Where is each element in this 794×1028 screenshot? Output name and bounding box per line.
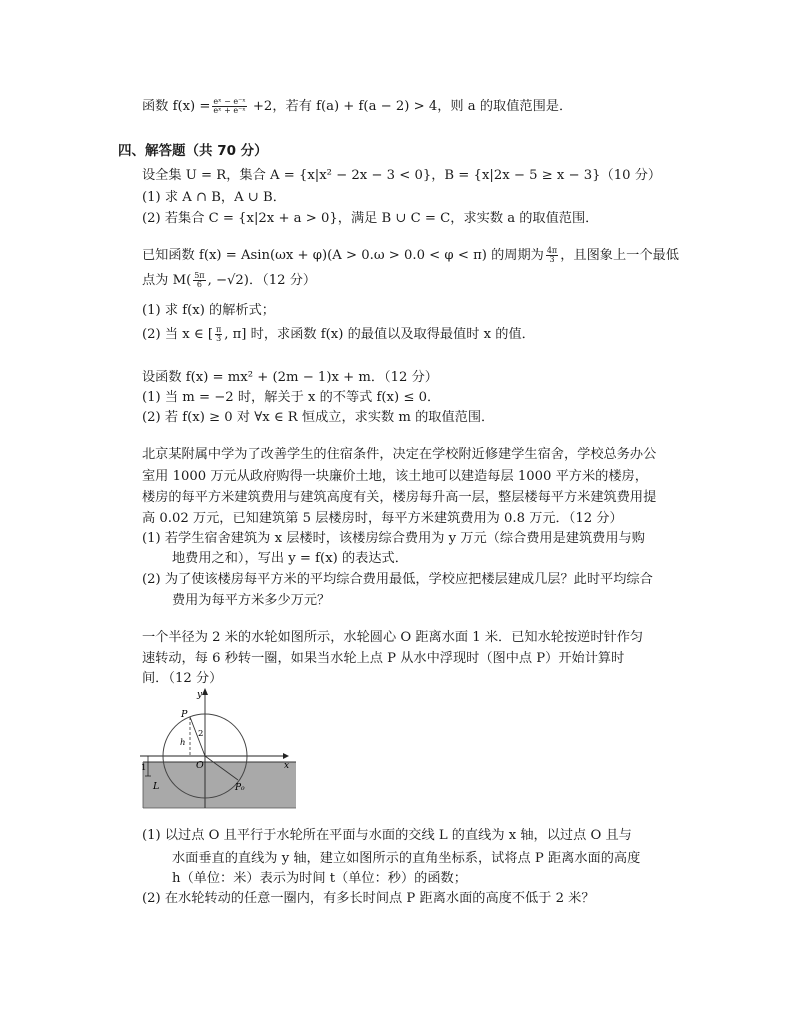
q4-line3: 楼房的每平方米建筑费用与建筑高度有关，楼房每升高一层，整层楼每平方米建筑费用提 <box>142 490 657 505</box>
q2-part2-pre: (2) 当 x ∈ [ <box>142 327 213 342</box>
top-pre: 函数 f(x) = <box>142 99 211 114</box>
q4-part1-line1: (1) 若学生宿舍建筑为 x 层楼时，该楼房综合费用为 y 万元（综合费用是建筑费用与购 <box>142 531 645 546</box>
q2-period-den: 3 <box>549 255 555 264</box>
q3-part2: (2) 若 f(x) ≥ 0 对 ∀x ∈ R 恒成立，求实数 m 的取值范围． <box>142 410 495 425</box>
q5-part1-line2: 水面垂直的直线为 y 轴，建立如图所示的直角坐标系，试将点 P 距离水面的高度 <box>172 851 641 866</box>
fill-blank-question <box>142 98 572 116</box>
top-fraction-den: eˣ + e⁻ˣ <box>213 106 246 115</box>
q3-part1: (1) 当 m = −2 时，解关于 x 的不等式 f(x) ≤ 0． <box>142 390 441 405</box>
y-axis-arrow <box>202 688 208 695</box>
q1-part1: (1) 求 A ∩ B，A ∪ B． <box>142 190 286 205</box>
x-axis-arrow <box>283 753 289 759</box>
q5-part2: (2) 在水轮转动的任意一圈内，有多长时间点 P 距离水面的高度不低于 2 米？ <box>142 891 595 906</box>
q3-stem: 设函数 f(x) = mx² + (2m − 1)x + m．（12 分） <box>142 370 438 385</box>
q5-line2: 速转动，每 6 秒转一圈，如果当水轮上点 P 从水中浮现时（图中点 P）开始计算时 <box>142 651 625 666</box>
top-post: +2，若有 f(a) + f(a − 2) > 4，则 a 的取值范围是． <box>248 99 573 114</box>
q4-line1: 北京某附属中学为了改善学生的住宿条件，决定在学校附近修建学生宿舍，学校总务办公 <box>142 447 657 462</box>
q2-part2-post: , π] 时，求函数 f(x) 的最值以及取得最值时 x 的值． <box>224 327 535 342</box>
q2-part1: (1) 求 f(x) 的解析式； <box>142 303 275 318</box>
q2-period-num: 4π <box>546 246 558 255</box>
label-two: 2 <box>198 729 204 739</box>
q4-part2-line2: 费用为每平方米多少万元？ <box>172 593 331 608</box>
label-O: O <box>196 760 204 771</box>
q4-part1-line2: 地费用之和），写出 y = f(x) 的表达式． <box>172 551 408 566</box>
top-fraction-num: eˣ − e⁻ˣ <box>213 97 246 106</box>
q2-part2 <box>142 326 535 344</box>
q2-interval-fraction <box>215 326 222 343</box>
q2-line2-pre: 点为 M( <box>142 273 192 288</box>
q2-m-den: 6 <box>196 280 202 289</box>
q5-part1-line3: h（单位：米）表示为时间 t（单位：秒）的函数； <box>172 871 467 886</box>
label-one: 1 <box>141 763 147 773</box>
q2-period-fraction <box>546 247 558 264</box>
q4-line4: 高 0.02 万元，已知建筑第 5 层楼房时，每平方米建筑费用为 0.8 万元．（12 分） <box>142 511 623 526</box>
q2-stem-post: ，且图象上一个最低 <box>560 248 679 263</box>
q2-line2-post: , −√2)．（12 分） <box>207 273 317 288</box>
q4-part2-line1: (2) 为了使该楼房每平方米的平均综合费用最低，学校应把楼层建成几层？此时平均综合 <box>142 572 653 587</box>
q1-part2: (2) 若集合 C = {x|2x + a > 0}，满足 B ∪ C = C，求实数 a 的取值范围． <box>142 211 599 226</box>
q5-part1-line1: (1) 以过点 O 且平行于水轮所在平面与水面的交线 L 的直线为 x 轴，以过点 O 且与 <box>142 828 632 843</box>
label-h: h <box>180 738 186 748</box>
q2-stem-line2 <box>142 272 316 290</box>
q2-m-num: 5π <box>194 271 205 280</box>
top-fraction <box>212 98 246 115</box>
water-wheel-figure <box>140 686 300 820</box>
label-x: x <box>284 761 290 771</box>
section-title: 四、解答题（共 70 分） <box>118 143 268 159</box>
q1-stem: 设全集 U = R，集合 A = {x|x² − 2x − 3 < 0}，B = {x|2x − 5 ≥ x − 3}（10 分） <box>142 168 662 183</box>
q5-line1: 一个半径为 2 米的水轮如图所示，水轮圆心 O 距离水面 1 米．已知水轮按逆时针作匀 <box>142 630 644 645</box>
q2-stem <box>142 247 679 265</box>
q2-interval-num: π <box>215 325 222 334</box>
q2-m-fraction <box>193 272 205 289</box>
label-y: y <box>197 690 203 700</box>
label-L: L <box>153 781 160 792</box>
q4-line2: 室用 1000 万元从政府购得一块廉价土地，该土地可以建造每层 1000 平方米的楼房， <box>142 469 648 484</box>
q2-stem-pre: 已知函数 f(x) = Asin(ωx + φ)(A > 0.ω > 0.0 < φ < π) 的周期为 <box>142 248 544 263</box>
q2-interval-den: 3 <box>216 334 222 343</box>
water-region <box>143 762 296 808</box>
label-P0: P₀ <box>235 783 245 793</box>
q5-line3: 间．（12 分） <box>142 671 223 686</box>
label-P: P <box>181 709 188 720</box>
